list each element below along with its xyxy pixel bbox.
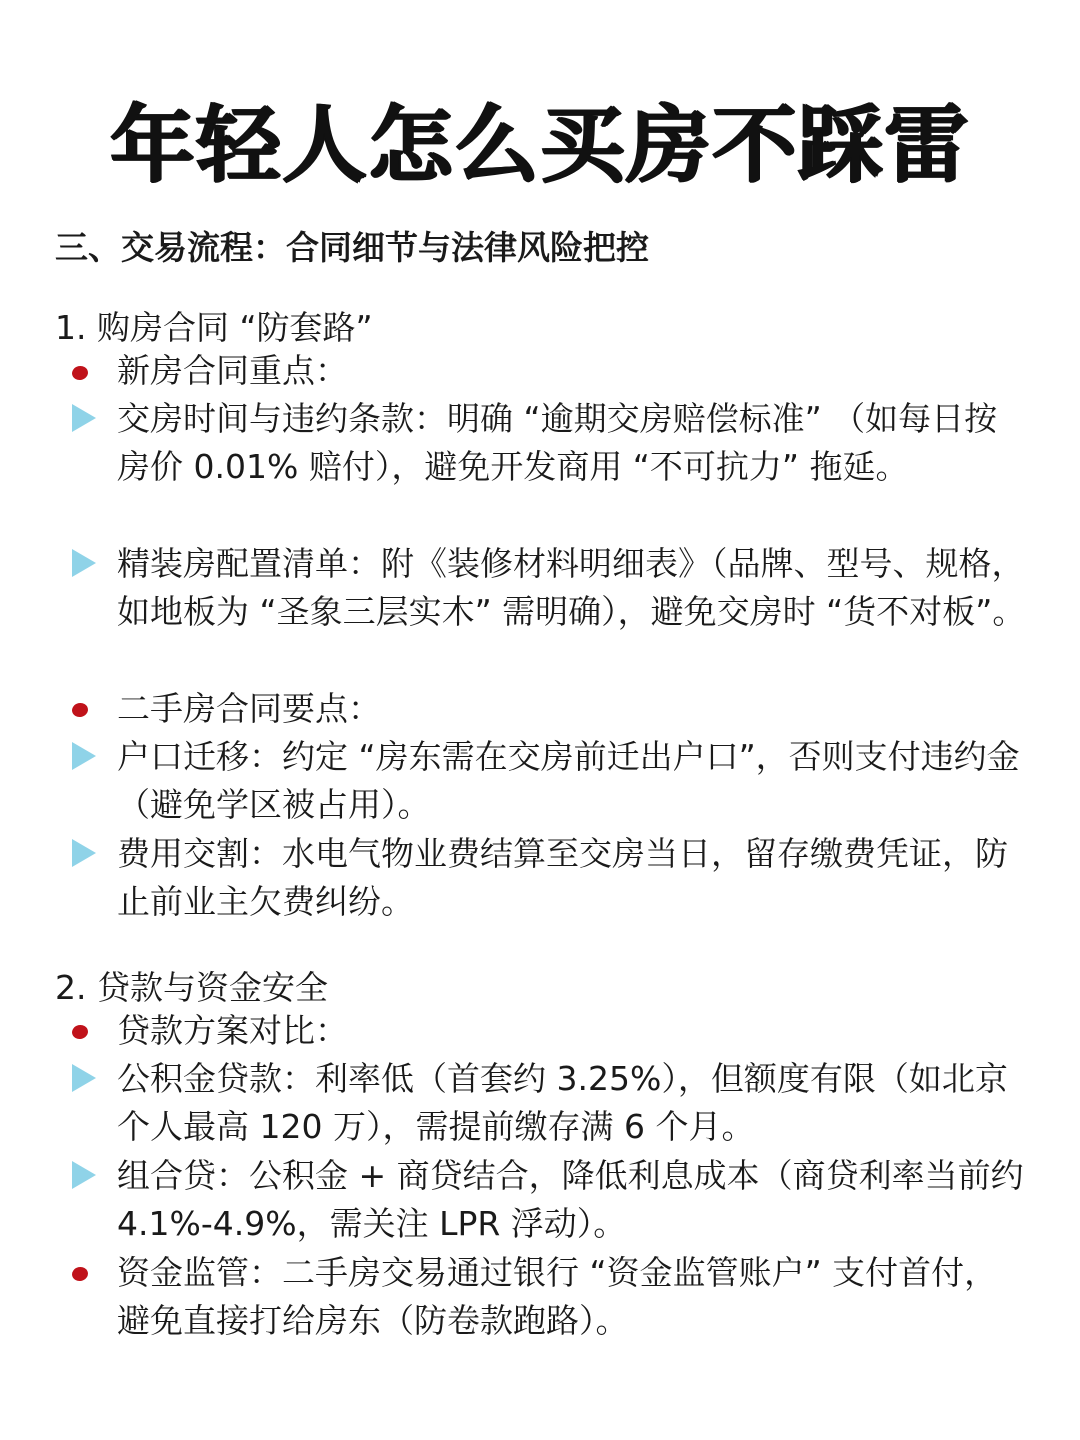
bullet-text: 费用交割：水电气物业费结算至交房当日，留存缴费凭证，防止前业主欠费纠纷。	[117, 834, 1008, 921]
triangle-bullet-icon	[72, 839, 96, 867]
bullet-text: 贷款方案对比：	[117, 1011, 348, 1050]
triangle-bullet-icon	[72, 742, 96, 770]
page-title: 年轻人怎么买房不踩雷	[109, 96, 970, 194]
bullet-text: 户口迁移：约定 “房东需在交房前迁出户口”，否则支付违约金（避免学区被占用）。	[117, 737, 1020, 824]
bullet-text: 组合贷：公积金 + 商贷结合，降低利息成本（商贷利率当前约 4.1%-4.9%，需关注 LPR 浮动）。	[117, 1156, 1024, 1243]
bullet-text: 二手房合同要点：	[117, 689, 381, 728]
red-dot-bullet-icon	[71, 364, 90, 381]
bullet-text: 资金监管：二手房交易通过银行 “资金监管账户” 支付首付，避免直接打给房东（防卷款跑路）。	[117, 1253, 998, 1340]
bullet-text: 精装房配置清单：附《装修材料明细表》（品牌、型号、规格，如地板为 “圣象三层实木” 需明确），避免交房时 “货不对板”。	[117, 544, 1026, 631]
triangle-bullet-icon	[72, 404, 96, 432]
section-heading: 三、交易流程：合同细节与法律风险把控	[55, 228, 649, 267]
subsection-2-heading: 2. 贷款与资金安全	[55, 968, 328, 1007]
triangle-bullet-icon	[72, 1161, 96, 1189]
bullet-text: 公积金贷款：利率低（首套约 3.25%），但额度有限（如北京个人最高 120 万），需提前缴存满 6 个月。	[117, 1059, 1008, 1146]
triangle-bullet-icon	[72, 549, 96, 577]
bullet-text: 新房合同重点：	[117, 351, 348, 390]
subsection-1-heading: 1. 购房合同 “防套路”	[55, 308, 373, 347]
bullet-text: 交房时间与违约条款：明确 “逾期交房赔偿标准” （如每日按房价 0.01% 赔付），避免开发商用 “不可抗力” 拖延。	[117, 399, 998, 486]
red-dot-bullet-icon	[71, 701, 90, 718]
red-dot-bullet-icon	[71, 1265, 90, 1282]
triangle-bullet-icon	[72, 1064, 96, 1092]
red-dot-bullet-icon	[71, 1023, 90, 1040]
